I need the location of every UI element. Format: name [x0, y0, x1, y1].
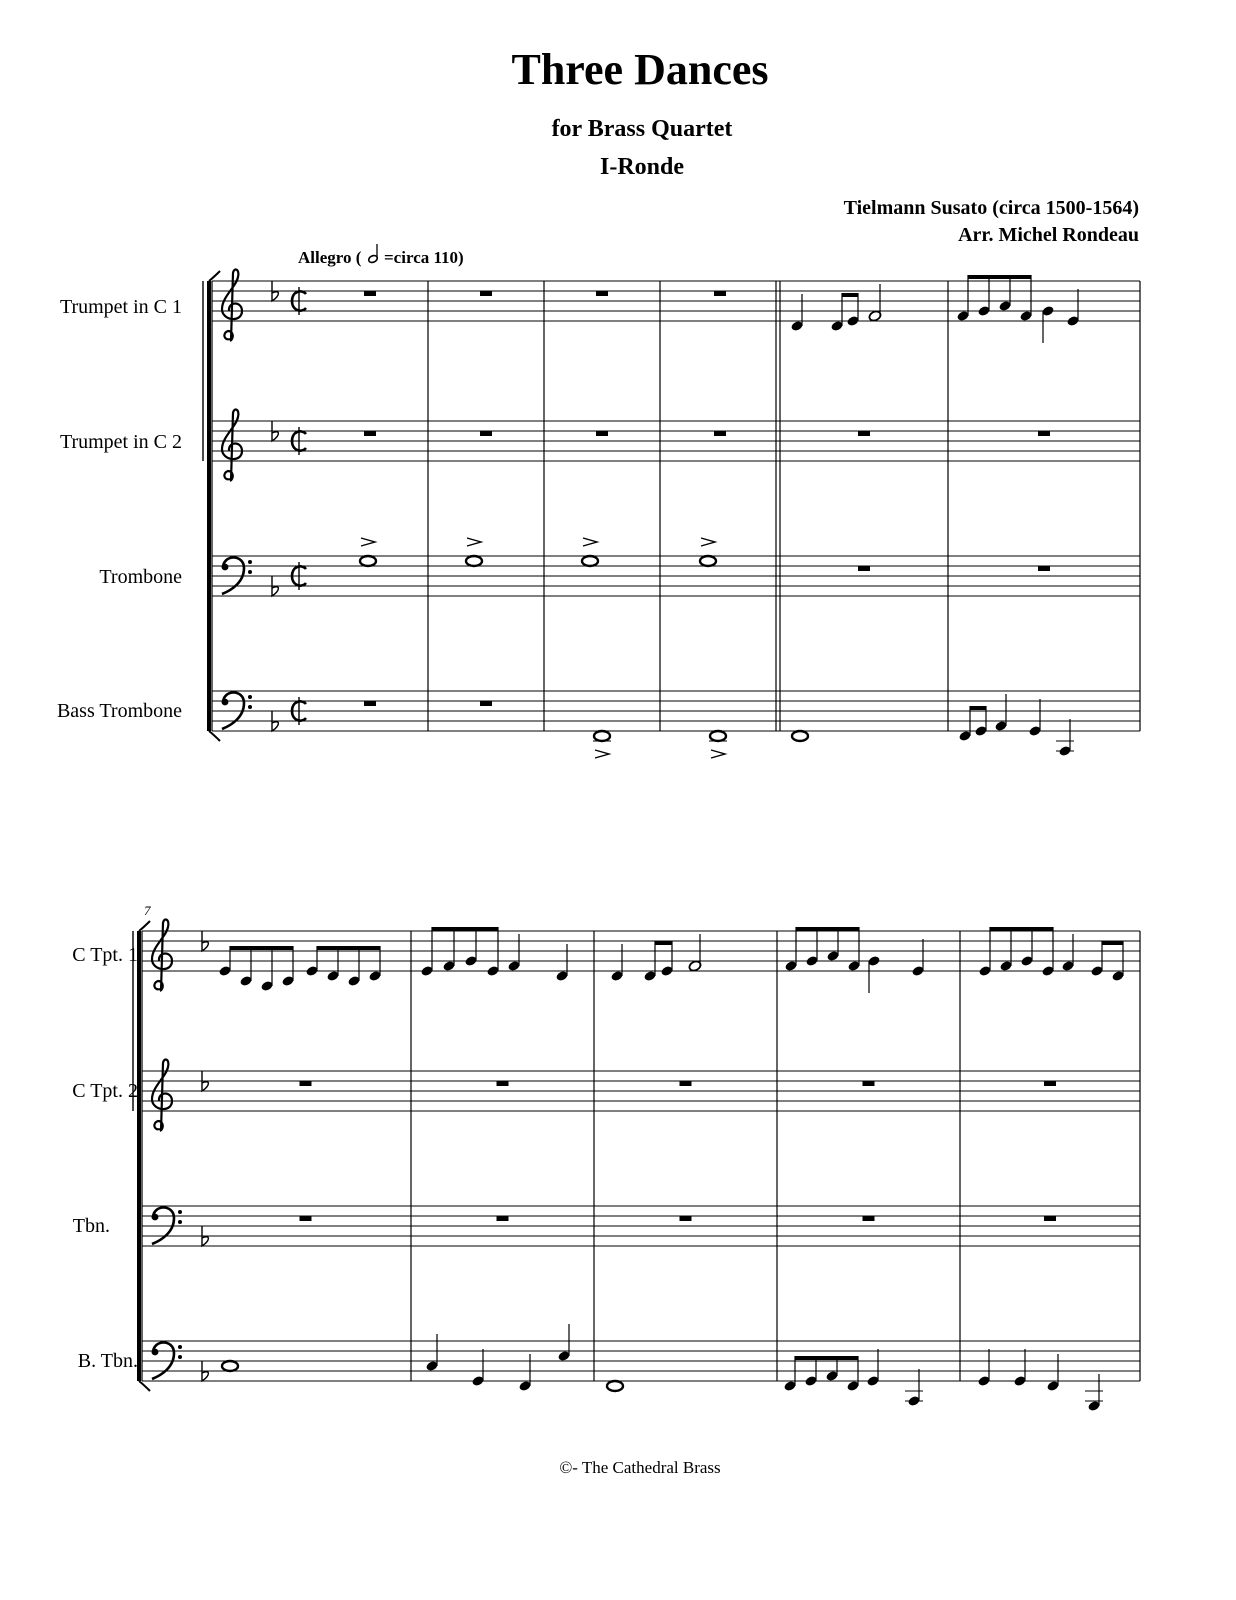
beam	[432, 927, 498, 931]
treble-clef-icon	[152, 1060, 172, 1131]
whole-rest	[714, 431, 726, 436]
whole-rest	[1038, 431, 1050, 436]
bass-clef-dot	[178, 1355, 182, 1359]
staff-label-tbn: Tbn.	[72, 1215, 110, 1237]
bracket-hook	[139, 1381, 150, 1391]
whole-rest	[300, 1081, 312, 1086]
whole-rest	[714, 291, 726, 296]
bracket-hook	[139, 921, 150, 931]
whole-rest	[364, 291, 376, 296]
whole-rest	[364, 701, 376, 706]
whole-rest	[497, 1216, 509, 1221]
bracket-hook	[209, 731, 220, 741]
tempo-word: Allegro (	[298, 248, 362, 267]
beam	[968, 275, 1031, 279]
score-title: Three Dances	[511, 45, 769, 94]
accent-mark	[583, 538, 597, 546]
treble-clef-icon	[222, 410, 242, 481]
beam	[230, 946, 293, 950]
whole-rest	[300, 1216, 312, 1221]
score-subtitle: for Brass Quartet	[551, 116, 733, 142]
accent-mark	[701, 538, 715, 546]
staff-label-trombone: Trombone	[99, 566, 182, 588]
arranger-credit: Arr. Michel Rondeau	[958, 224, 1139, 246]
beam	[655, 941, 672, 945]
bass-clef-dot	[178, 1345, 182, 1349]
beam	[842, 293, 858, 297]
whole-rest	[497, 1081, 509, 1086]
treble-clef-icon	[152, 920, 172, 991]
whole-rest	[480, 701, 492, 706]
bass-clef-dot	[152, 1349, 159, 1356]
whole-rest	[680, 1081, 692, 1086]
staff-label-bass-trombone: Bass Trombone	[56, 700, 182, 722]
whole-rest	[480, 291, 492, 296]
whole-rest	[596, 291, 608, 296]
whole-rest	[480, 431, 492, 436]
beam	[1102, 941, 1123, 945]
staff-label-b-tbn: B. Tbn.	[77, 1350, 138, 1372]
measure-number: 7	[144, 903, 151, 918]
bass-clef-dot	[222, 564, 229, 571]
staff-label-c-tpt-2: C Tpt. 2	[72, 1080, 138, 1102]
beam	[317, 946, 380, 950]
whole-rest	[680, 1216, 692, 1221]
beam	[990, 927, 1053, 931]
whole-rest	[1038, 566, 1050, 571]
whole-rest	[1044, 1081, 1056, 1086]
accent-mark	[711, 750, 725, 758]
whole-rest	[858, 566, 870, 571]
movement-title: I-Ronde	[599, 154, 684, 180]
whole-note	[607, 1381, 623, 1391]
staff-label-trumpet-1: Trumpet in C 1	[59, 296, 182, 318]
copyright-footer: ©- The Cathedral Brass	[559, 1458, 721, 1477]
beam	[970, 706, 986, 710]
treble-clef-icon	[222, 270, 242, 341]
bass-clef-dot	[152, 1214, 159, 1221]
bass-clef-dot	[248, 705, 252, 709]
whole-rest	[863, 1081, 875, 1086]
staff-label-c-tpt-1: C Tpt. 1	[72, 944, 138, 966]
whole-note	[582, 556, 598, 566]
whole-rest	[863, 1216, 875, 1221]
bass-clef-dot	[248, 560, 252, 564]
bass-clef-dot	[178, 1220, 182, 1224]
bass-clef-dot	[248, 570, 252, 574]
accent-mark	[361, 538, 375, 546]
whole-rest	[858, 431, 870, 436]
beam	[795, 1356, 858, 1360]
system-2	[133, 920, 1140, 1412]
tempo-value: =circa 110)	[384, 248, 464, 267]
whole-rest	[596, 431, 608, 436]
whole-note	[594, 731, 610, 741]
beam	[796, 927, 859, 931]
composer-credit: Tielmann Susato (circa 1500-1564)	[843, 197, 1139, 219]
tempo-half-note-icon	[368, 244, 379, 264]
accent-mark	[595, 750, 609, 758]
whole-note	[700, 556, 716, 566]
whole-note	[792, 731, 808, 741]
system-1	[203, 270, 1140, 758]
whole-note	[710, 731, 726, 741]
bracket-hook	[209, 271, 220, 281]
whole-note	[466, 556, 482, 566]
bass-clef-dot	[248, 695, 252, 699]
accent-mark	[467, 538, 481, 546]
staff-label-trumpet-2: Trumpet in C 2	[59, 431, 182, 453]
bass-clef-dot	[222, 699, 229, 706]
whole-note	[360, 556, 376, 566]
whole-rest	[364, 431, 376, 436]
whole-note	[222, 1361, 238, 1371]
whole-rest	[1044, 1216, 1056, 1221]
bass-clef-dot	[178, 1210, 182, 1214]
